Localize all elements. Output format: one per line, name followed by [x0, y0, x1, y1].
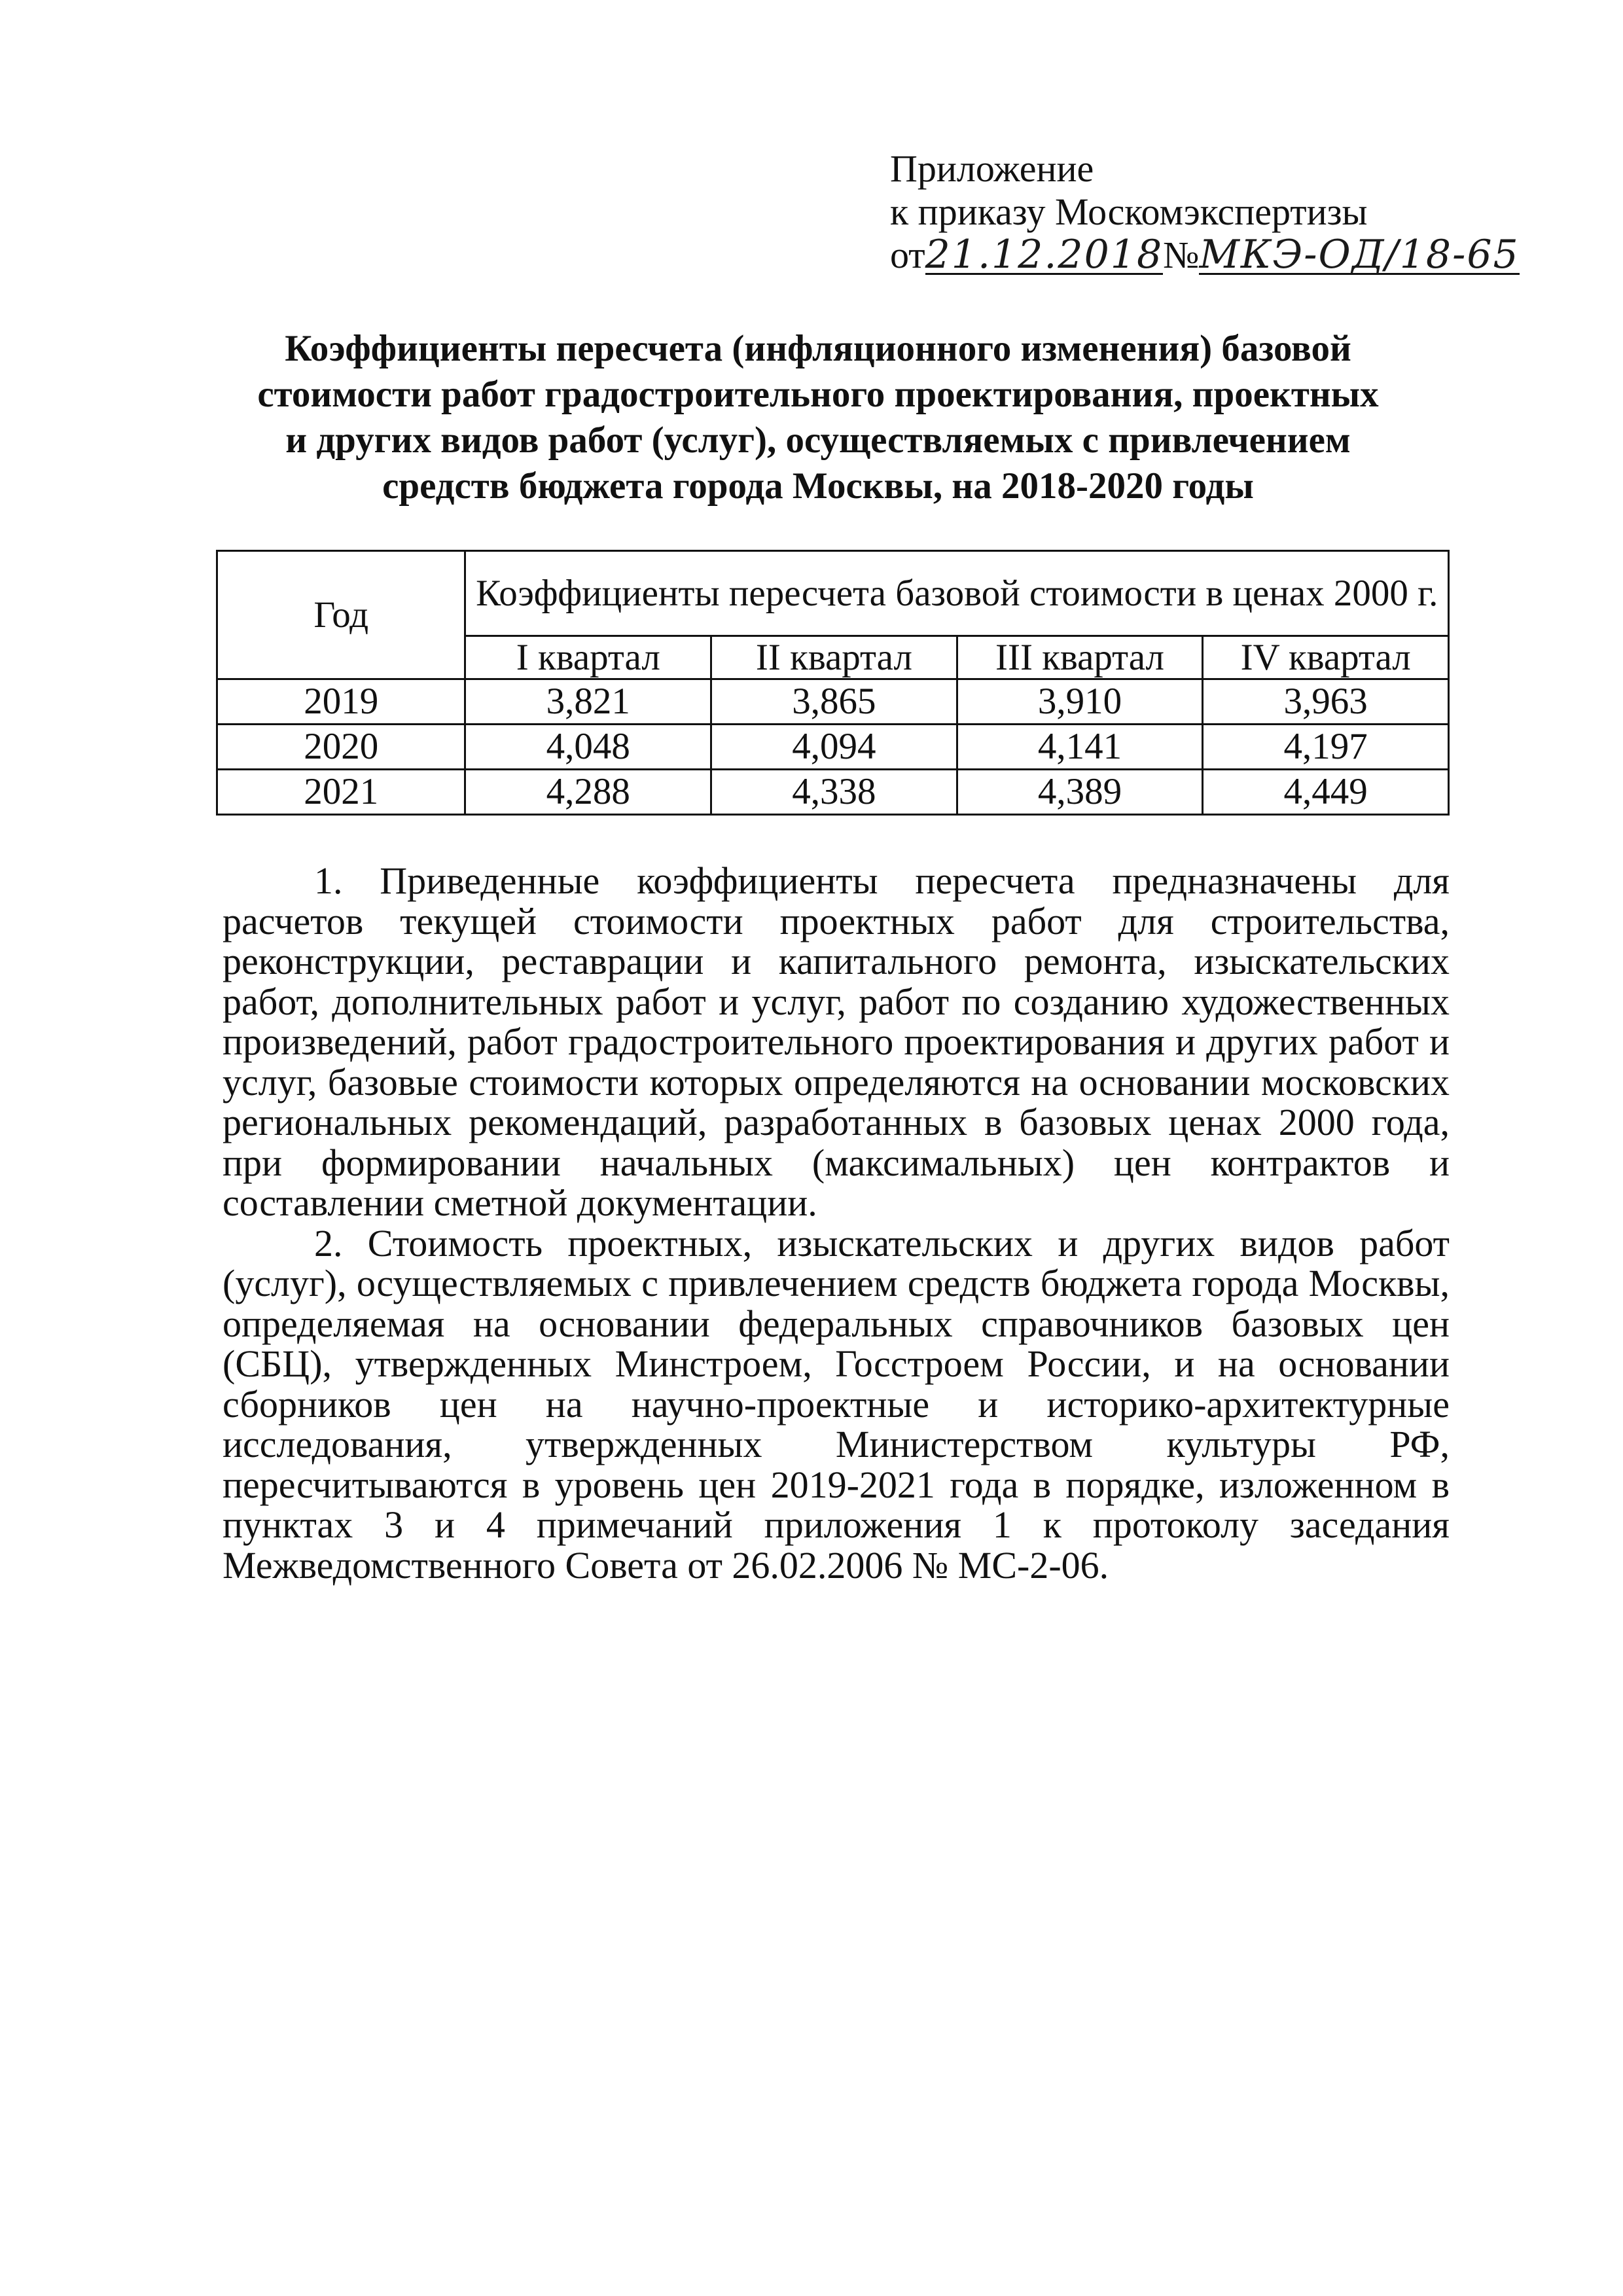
paragraph-1: 1. Приведенные коэффициенты пересчета предназначены для расчетов текущей стоимости проектных работ для строительства, реконструкции, реставрации и капитального ремонта, изыскательских работ, дополнительных работ и услуг, работ по созданию художественных произведений, работ градостроительного проектирования и других работ и услуг, базовые стоимости которых определяются на основании московских региональных рекомендаций, разработанных в базовых ценах 2000 года, при формировании начальных (максимальных) цен контрактов и составлении сметной документации. [223, 859, 1450, 1224]
title-line-4: средств бюджета города Москвы, на 2018-2020 годы [382, 465, 1254, 507]
quarter-header: III квартал [957, 636, 1203, 679]
value-cell: 4,197 [1203, 725, 1449, 770]
title-line-2: стоимости работ градостроительного проектирования, проектных [257, 374, 1379, 415]
document-title [196, 326, 1440, 509]
table-row [217, 679, 1449, 725]
appendix-label: Приложение [890, 147, 1094, 190]
year-cell: 2020 [217, 725, 465, 770]
from-label: от [890, 234, 925, 276]
paragraph-2: 2. Стоимость проектных, изыскательских и других видов работ (услуг), осуществляемых с привлечением средств бюджета города Москвы, определяемая на основании федеральных справочников базовых цен (СБЦ), утвержденных Минстроем, Госстроем России, и на основании сборников цен на научно-проектные и историко-архитектурные исследования, утвержденных Министерством культуры РФ, пересчитываются в уровень цен 2019-2021 года в порядке, изложенном в пунктах 3 и 4 примечаний приложения 1 к протоколу заседания Межведомственного Совета от 26.02.2006 № МС-2-06. [223, 1221, 1450, 1587]
quarter-header: I квартал [465, 636, 711, 679]
value-cell: 3,821 [465, 679, 711, 725]
table-header-row [217, 551, 1449, 636]
value-cell: 4,338 [711, 770, 957, 815]
value-cell: 3,963 [1203, 679, 1449, 725]
title-line-3: и других видов работ (услуг), осуществляемых с привлечением [285, 420, 1351, 461]
value-cell: 4,141 [957, 725, 1203, 770]
quarter-header: IV квартал [1203, 636, 1449, 679]
year-cell: 2021 [217, 770, 465, 815]
handwritten-order-number: МКЭ-ОД/18-65 [1199, 232, 1520, 278]
year-cell: 2019 [217, 679, 465, 725]
title-line-1: Коэффициенты пересчета (инфляционного изменения) базовой [285, 328, 1351, 369]
handwritten-date: 21.12.2018 [925, 232, 1164, 278]
appendix-header [890, 147, 1520, 278]
number-sign: № [1163, 234, 1200, 276]
order-reference: к приказу Москомэкспертизы [890, 190, 1368, 233]
group-header-text: Коэффициенты пересчета базовой стоимости в ценах 2000 г. [476, 572, 1438, 614]
quarter-header: II квартал [711, 636, 957, 679]
value-cell: 3,910 [957, 679, 1203, 725]
table-row [217, 770, 1449, 815]
value-cell: 3,865 [711, 679, 957, 725]
value-cell: 4,389 [957, 770, 1203, 815]
year-column-header: Год [217, 551, 465, 679]
value-cell: 4,094 [711, 725, 957, 770]
value-cell: 4,048 [465, 725, 711, 770]
order-date-number-line [890, 232, 1520, 278]
table-row [217, 725, 1449, 770]
body-text [223, 861, 1450, 1585]
value-cell: 4,449 [1203, 770, 1449, 815]
value-cell: 4,288 [465, 770, 711, 815]
coefficients-table [216, 550, 1450, 816]
coefficients-group-header [465, 551, 1449, 636]
